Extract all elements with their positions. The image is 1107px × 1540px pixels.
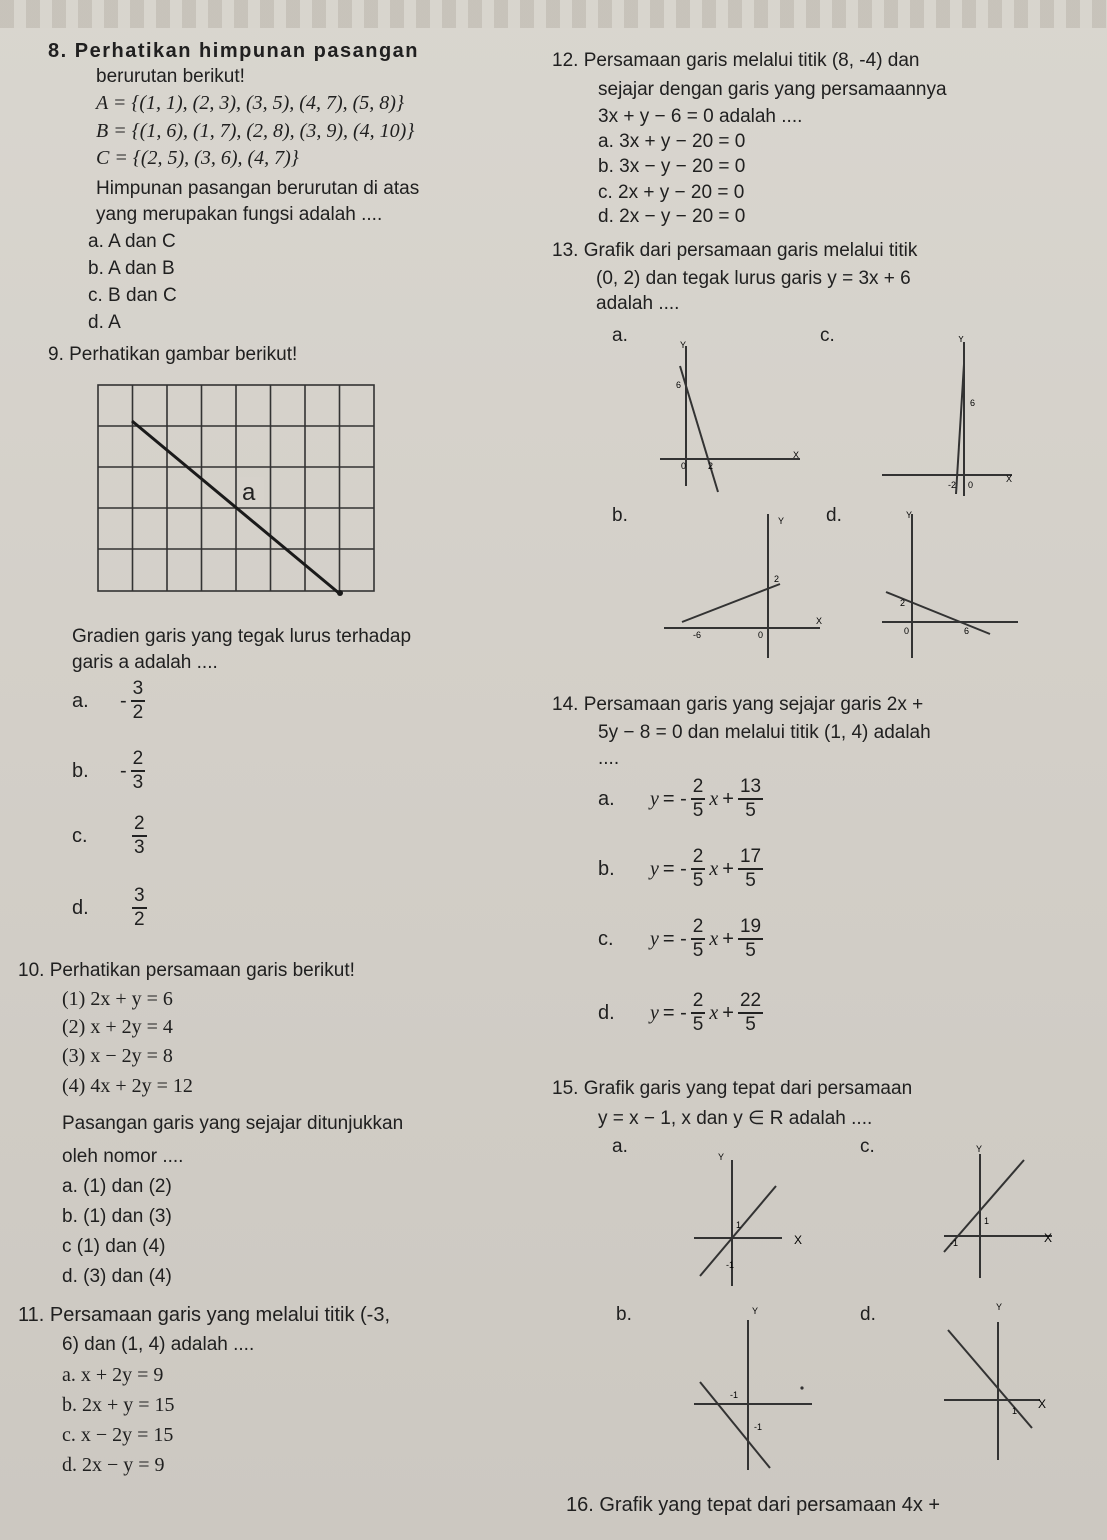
q13-graph-c[interactable] <box>878 336 1028 501</box>
q13-graph-a[interactable] <box>650 336 810 496</box>
q15-graph-a[interactable] <box>690 1146 820 1286</box>
svg-text:0: 0 <box>968 480 974 490</box>
svg-text:Y: Y <box>976 1144 983 1154</box>
svg-text:2: 2 <box>774 574 780 584</box>
svg-text:Y: Y <box>680 340 687 350</box>
q14-option-b[interactable]: b. y = - $\frac{2}{5}$ x + $\frac{17}{5}$ <box>598 846 762 891</box>
svg-text:6: 6 <box>970 398 976 408</box>
line <box>948 1330 1032 1428</box>
svg-text:-1: -1 <box>730 1390 739 1400</box>
svg-text:Y: Y <box>996 1302 1003 1312</box>
q15-option-a-label[interactable]: a. <box>612 1136 628 1157</box>
svg-text:X: X <box>816 616 823 626</box>
q10-option-d[interactable]: d. (3) dan (4) <box>62 1266 172 1287</box>
q11-line2: 6) dan (1, 4) adalah .... <box>62 1334 255 1355</box>
svg-text:0: 0 <box>681 461 687 471</box>
q9-ask-line2: garis a adalah .... <box>72 652 218 673</box>
q15-graph-d[interactable] <box>940 1300 1080 1465</box>
q9-grid-figure <box>96 383 378 596</box>
q8-option-b[interactable]: b. A dan B <box>88 258 175 279</box>
q15-option-d-label[interactable]: d. <box>860 1304 876 1325</box>
q10-ask-line2: oleh nomor .... <box>62 1146 184 1167</box>
q9-option-b[interactable]: b. - $\frac{2}{3}$ <box>72 748 144 793</box>
q11-option-c[interactable]: c. x − 2y = 15 <box>62 1424 174 1446</box>
q10-eq-2: (2) x + 2y = 4 <box>62 1016 173 1038</box>
q10-eq-4: (4) 4x + 2y = 12 <box>62 1075 193 1097</box>
q10-option-c[interactable]: c (1) dan (4) <box>62 1236 166 1257</box>
q13-graph-b[interactable] <box>660 510 830 660</box>
q9-option-d[interactable]: d. $\frac{3}{2}$ <box>72 885 145 930</box>
svg-text:X: X <box>794 1233 803 1247</box>
svg-text:2: 2 <box>708 461 714 471</box>
svg-text:Y: Y <box>778 516 785 526</box>
q14-title: 14. Persamaan garis yang sejajar garis 2x + <box>552 694 924 715</box>
q11-option-d[interactable]: d. 2x − y = 9 <box>62 1454 165 1476</box>
fraction: $\frac{3}{2}$ <box>132 678 144 723</box>
q13-line2: (0, 2) dan tegak lurus garis y = 3x + 6 <box>596 268 911 289</box>
q14-option-a[interactable]: a. y = - $\frac{2}{5}$ x + $\frac{13}{5}$ <box>598 776 762 821</box>
q13-option-a-label[interactable]: a. <box>612 325 628 346</box>
q8-line2: berurutan berikut! <box>96 66 245 87</box>
q15-option-b-label[interactable]: b. <box>616 1304 632 1325</box>
svg-text:1: 1 <box>984 1216 990 1226</box>
q8-option-c[interactable]: c. B dan C <box>88 285 177 306</box>
q14-option-c[interactable]: c. y = - $\frac{2}{5}$ x + $\frac{19}{5}$ <box>598 916 762 961</box>
svg-text:Y: Y <box>958 336 965 344</box>
svg-text:-1: -1 <box>726 1260 735 1270</box>
svg-text:-1: -1 <box>754 1422 763 1432</box>
svg-text:0: 0 <box>904 626 910 636</box>
q12-option-b[interactable]: b. 3x − y − 20 = 0 <box>598 156 746 177</box>
svg-text:2: 2 <box>900 598 906 608</box>
q9-ask-line1: Gradien garis yang tegak lurus terhadap <box>72 626 412 647</box>
q14-line2: 5y − 8 = 0 dan melalui titik (1, 4) adalah <box>598 722 931 743</box>
svg-text:Y: Y <box>906 510 913 520</box>
q15-graph-b[interactable] <box>690 1302 820 1472</box>
q13-line3: adalah .... <box>596 293 680 314</box>
grid-lines <box>98 385 374 591</box>
q13-option-c-label[interactable]: c. <box>820 325 835 346</box>
q8-set-a: A = {(1, 1), (2, 3), (3, 5), (4, 7), (5, 8)} <box>96 92 404 114</box>
svg-text:1: 1 <box>1012 1406 1018 1416</box>
q13-option-d-label[interactable]: d. <box>826 505 842 526</box>
q12-option-c[interactable]: c. 2x + y − 20 = 0 <box>598 182 745 203</box>
q12-line3: 3x + y − 6 = 0 adalah .... <box>598 106 803 127</box>
q11-title: 11. Persamaan garis yang melalui titik (-3, <box>18 1304 391 1326</box>
svg-text:X: X <box>1006 474 1013 484</box>
svg-text:6: 6 <box>676 380 682 390</box>
q10-option-a[interactable]: a. (1) dan (2) <box>62 1176 172 1197</box>
line-a-label: a <box>242 479 256 506</box>
q14-line3: .... <box>598 748 620 769</box>
fraction: $\frac{2}{3}$ <box>132 748 144 793</box>
line <box>682 584 780 622</box>
q15-graph-c[interactable] <box>940 1140 1080 1282</box>
q16-title: 16. Grafik yang tepat dari persamaan 4x + <box>566 1494 941 1516</box>
q8-option-a[interactable]: a. A dan C <box>88 231 176 252</box>
q13-option-b-label[interactable]: b. <box>612 505 628 526</box>
svg-text:-2: -2 <box>948 480 957 490</box>
fraction: $\frac{2}{3}$ <box>134 813 145 858</box>
svg-text:-1: -1 <box>950 1238 959 1248</box>
q8-set-b: B = {(1, 6), (1, 7), (2, 8), (3, 9), (4, 10)} <box>96 120 415 142</box>
q14-option-d[interactable]: d. y = - $\frac{2}{5}$ x + $\frac{22}{5}$ <box>598 990 762 1035</box>
svg-text:0: 0 <box>758 630 764 640</box>
q10-eq-1: (1) 2x + y = 6 <box>62 988 173 1010</box>
q15-title: 15. Grafik garis yang tepat dari persamaan <box>552 1078 913 1099</box>
q8-title: 8. Perhatikan himpunan pasangan <box>48 40 420 62</box>
svg-text:X: X <box>793 450 800 460</box>
q10-title: 10. Perhatikan persamaan garis berikut! <box>18 960 355 981</box>
q15-line2: y = x − 1, x dan y ∈ R adalah .... <box>598 1108 873 1129</box>
q10-ask-line1: Pasangan garis yang sejajar ditunjukkan <box>62 1113 404 1134</box>
q8-ask-line2: yang merupakan fungsi adalah .... <box>96 204 383 225</box>
svg-text:X: X <box>1038 1397 1047 1411</box>
line <box>700 1186 776 1276</box>
svg-text:6: 6 <box>964 626 970 636</box>
q10-eq-3: (3) x − 2y = 8 <box>62 1045 173 1067</box>
svg-text:Y: Y <box>752 1306 759 1316</box>
decorative-border <box>0 0 1107 28</box>
q13-title: 13. Grafik dari persamaan garis melalui titik <box>552 240 918 261</box>
q9-option-a[interactable]: a. - $\frac{3}{2}$ <box>72 678 144 723</box>
q13-graph-d[interactable] <box>878 510 1023 660</box>
fraction: $\frac{3}{2}$ <box>134 885 145 930</box>
svg-text:Y: Y <box>718 1152 725 1162</box>
svg-text:X: X <box>1044 1231 1053 1245</box>
q11-option-a[interactable]: a. x + 2y = 9 <box>62 1364 164 1386</box>
q9-option-c[interactable]: c. $\frac{2}{3}$ <box>72 813 145 858</box>
line-a-endpoint <box>337 590 343 596</box>
svg-text:-6: -6 <box>693 630 702 640</box>
q12-title: 12. Persamaan garis melalui titik (8, -4) dan <box>552 50 920 71</box>
svg-text:1: 1 <box>736 1220 742 1230</box>
q12-line2: sejajar dengan garis yang persamaannya <box>598 79 947 100</box>
q8-option-d[interactable]: d. A <box>88 312 121 333</box>
q12-option-a[interactable]: a. 3x + y − 20 = 0 <box>598 131 746 152</box>
q11-option-b[interactable]: b. 2x + y = 15 <box>62 1394 175 1416</box>
q8-ask-line1: Himpunan pasangan berurutan di atas <box>96 178 420 199</box>
q10-option-b[interactable]: b. (1) dan (3) <box>62 1206 172 1227</box>
q15-option-c-label[interactable]: c. <box>860 1136 875 1157</box>
q12-option-d[interactable]: d. 2x − y − 20 = 0 <box>598 206 746 227</box>
q9-title: 9. Perhatikan gambar berikut! <box>48 344 298 365</box>
q8-set-c: C = {(2, 5), (3, 6), (4, 7)} <box>96 147 299 169</box>
